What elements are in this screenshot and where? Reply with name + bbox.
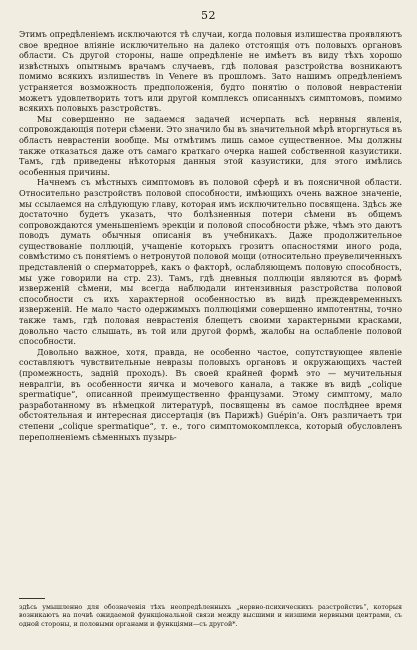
paragraph-3: Начнемъ съ мѣстныхъ симптомовъ въ половой сферѣ и въ поясничной области. Относительно разстройствъ половой способности, имѣющихъ очень важное значеніе, мы ссылаемся на слѣдующую главу, которая имъ исключительно посвящена. Здѣсь же достаточно будетъ указать, что болѣзненныя потери сѣмени въ общемъ сопровождаются уменьшеніемъ эрекціи и половой способности рѣже, чѣмъ это даютъ поводъ думать обычныя описанія въ учебникахъ. Даже продолжительное существованіе поллюцій, учащеніе которыхъ грозитъ опасностями иного рода, совмѣстимо съ понятіемъ о нетронутой половой мощи (относительно преувеличенныхъ представленій о сперматорреѣ, какъ о факторѣ, ослабляющемъ половую способность, мы уже говорили на стр. 23). Тамъ, гдѣ дневныя поллюціи являются въ формѣ извержeній сѣмени, мы всегда наблюдали интензивныя разстройства половой способности съ ихъ характерной особенностью въ видѣ преждевременныхъ изверженій. Не мало часто одержимыхъ поллюціями совершенно импотентны, точно также тамъ, гдѣ половая неврастенія блещетъ своими характерными красками, довольно часто слышать, въ той или другой формѣ, жалобы на ослабленіе половой способности. <box>19 177 402 347</box>
footnote: здѣсь умышленно для обозначенія тѣхъ неопредѣленныхъ „нервно-психическихъ разстройствъ“, которыя возникаютъ на почвѣ ожидаемой функціональной связи между высшими и низшими нервными центрами, съ одной стороны, и половыми органами и функціями—съ другой*. <box>19 603 402 628</box>
body-text <box>19 29 402 442</box>
paragraph-1: Этимъ опредѣленіемъ исключаются тѣ случаи, когда половыя излишества проявляютъ свое вредное вліяніе исключительно на далеко отстоящія отъ половыхъ органовъ области. Съ другой стороны, наше опредѣленіе не имѣетъ въ виду тѣхъ хорошо извѣстныхъ опытнымъ врачамъ случаевъ, гдѣ половая разстройства возникаютъ помимо всякихъ излишествъ in Venere въ прошломъ. Зато нашимъ опредѣленіемъ устраняется возможность предположенія, будто понятію о половой неврастеніи можетъ удовлетворить тотъ или другой комплексъ описанныхъ симптомовъ, помимо всякихъ половыхъ разстройствъ. <box>19 29 402 114</box>
paragraph-4: Довольно важное, хотя, правда, не особенно частое, сопутствующее явленіе составляютъ чувствительные невразы половыхъ органовъ и окружающихъ частей (промежность, задній проходъ). Въ своей крайней формѣ это — мучительныя невралгіи, въ особенности яичка и мочевого канала, а также въ видѣ „colique spermatique“, описанной преимущественно французами. Этому симптому, мало разработанному въ нѣмецкой литературѣ, посвящены въ самое послѣднее время обстоятельная и интересная диссертація (въ Парижѣ) Guépin'а. Онъ различаетъ три степени „colique spermatique“, т. е., того симптомокомплекса, который обусловленъ переполненіемъ сѣменныхъ пузырь- <box>19 346 402 442</box>
footnote-divider <box>19 598 45 599</box>
page-number: 52 <box>201 9 216 22</box>
paragraph-2: Мы совершенно не задаемся задачей исчерпать всѣ нервныя явленія, сопровождающія потери сѣмени. Это значило бы въ значительной мѣрѣ вторгнуться въ область неврастеніи вообще. Мы отмѣтимъ лишь самое существенное. Мы должны также отказаться даже отъ самаго краткаго очерка нашей собственной казуистики. Тамъ, гдѣ приведены нѣкоторыя данныя этой казуистики, для этого имѣлись особенныя причины. <box>19 113 402 177</box>
